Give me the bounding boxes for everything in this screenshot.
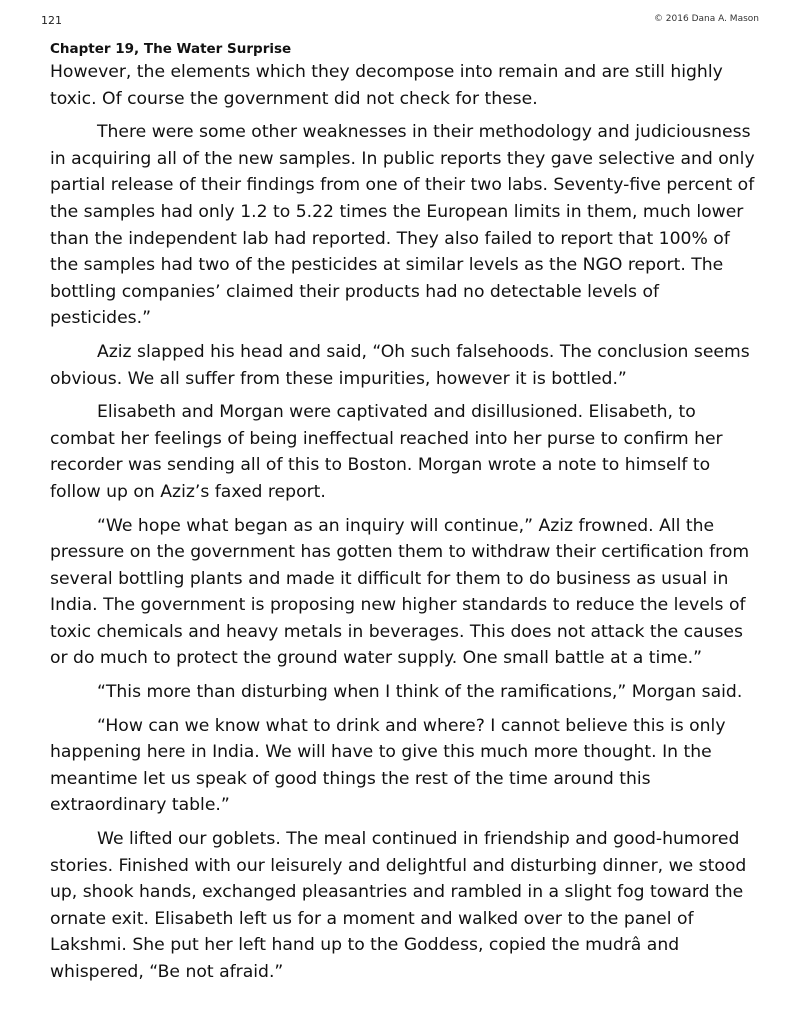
paragraph: There were some other weaknesses in their methodology and judiciousness in acquiring all of the new samples. In public reports they gave selective and only partial release of their findings from one of their two labs. Seventy-five percent of the samples had only 1.2 to 5.22 times the European limits in them, much lower than the independent lab had reported. They also failed to report that 100% of the samples had two of the pesticides at similar levels as the NGO report. The bottling companies’ claimed their products had no detectable levels of pesticides.”	[50, 122, 755, 329]
paragraph: Aziz slapped his head and said, “Oh such falsehoods. The conclusion seems obvious. We all suffer from these impurities, however it is bottled.”	[50, 341, 750, 389]
paragraph: “How can we know what to drink and where? I cannot believe this is only happening here in India. We will have to give this much more thought. In the meantime let us speak of good things the rest of the time around this extraordinary table.”	[50, 715, 726, 816]
copyright-notice: © 2016 Dana A. Mason	[653, 14, 759, 24]
body-text	[50, 59, 762, 993]
chapter-heading: Chapter 19, The Water Surprise	[50, 41, 292, 57]
paragraph: Elisabeth and Morgan were captivated and disillusioned. Elisabeth, to combat her feelings of being ineffectual reached into her purse to confirm her recorder was sending all of this to Boston. Morgan wrote a note to himself to follow up on Aziz’s faxed report.	[50, 402, 723, 502]
paragraph: However, the elements which they decompose into remain and are still highly toxic. Of course the government did not check for these.	[50, 62, 723, 109]
paragraph: “We hope what began as an inquiry will continue,” Aziz frowned. All the pressure on the government has gotten them to withdraw their certification from several bottling plants and made it difficult for them to do business as usual in India. The government is proposing new higher standards to reduce the levels of toxic chemicals and heavy metals in beverages. This does not attack the causes or do much to protect the ground water supply. One small battle at a time.”	[50, 515, 750, 669]
page-number: 121	[41, 14, 62, 27]
paragraph: “This more than disturbing when I think of the ramifications,” Morgan said.	[97, 682, 743, 703]
paragraph: We lifted our goblets. The meal continued in friendship and good-humored stories. Finished with our leisurely and delightful and disturbing dinner, we stood up, shook hands, exchanged pleasantries and rambled in a slight fog toward the ornate exit. Elisabeth left us for a moment and walked over to the panel of Lakshmi. She put her left hand up to the Goddess, copied the mudrâ and whispered, “Be not afraid.”	[50, 829, 747, 982]
